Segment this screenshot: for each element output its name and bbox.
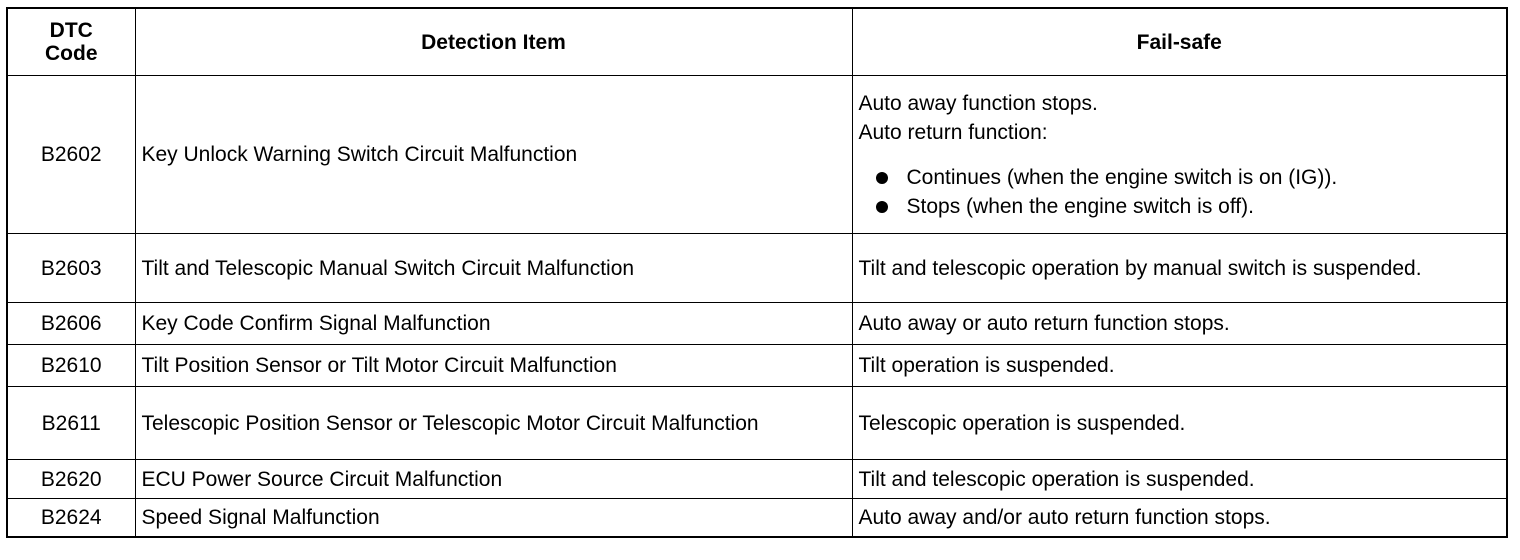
- fail-safe-bullet-item: [859, 192, 1501, 221]
- fail-safe-cell: Auto away and/or auto return function stops.: [852, 499, 1507, 538]
- fail-safe-line: Auto return function:: [858, 120, 1048, 144]
- fail-safe-cell: [852, 76, 1507, 234]
- bullet-text: Stops (when the engine switch is off).: [906, 194, 1254, 218]
- header-fail-safe: Fail-safe: [852, 8, 1507, 76]
- dtc-code-cell: B2620: [7, 460, 135, 499]
- detection-item-cell: ECU Power Source Circuit Malfunction: [135, 460, 852, 499]
- detection-item-cell: Speed Signal Malfunction: [135, 499, 852, 538]
- fail-safe-cell: Telescopic operation is suspended.: [852, 387, 1507, 460]
- bullet-icon: [876, 201, 888, 213]
- table-row: [7, 499, 1507, 538]
- dtc-code-cell: B2611: [7, 387, 135, 460]
- header-detection-item: Detection Item: [135, 8, 852, 76]
- dtc-code-cell: B2624: [7, 499, 135, 538]
- dtc-table: [6, 7, 1508, 538]
- fail-safe-cell: Auto away or auto return function stops.: [852, 303, 1507, 345]
- detection-item-cell: Telescopic Position Sensor or Telescopic Motor Circuit Malfunction: [135, 387, 852, 460]
- fail-safe-cell: Tilt and telescopic operation is suspended.: [852, 460, 1507, 499]
- detection-item-cell: Key Unlock Warning Switch Circuit Malfunction: [135, 76, 852, 234]
- fail-safe-line: Auto away function stops.: [858, 91, 1098, 115]
- table-row: [7, 234, 1507, 303]
- detection-item-cell: Tilt and Telescopic Manual Switch Circuit Malfunction: [135, 234, 852, 303]
- table-header-row: [7, 8, 1507, 76]
- table-row: [7, 460, 1507, 499]
- dtc-code-cell: B2606: [7, 303, 135, 345]
- detection-item-cell: Key Code Confirm Signal Malfunction: [135, 303, 852, 345]
- dtc-code-cell: B2610: [7, 345, 135, 387]
- fail-safe-cell: Tilt and telescopic operation by manual switch is suspended.: [852, 234, 1507, 303]
- table-row: [7, 76, 1507, 234]
- dtc-code-cell: B2603: [7, 234, 135, 303]
- table-row: [7, 387, 1507, 460]
- bullet-icon: [876, 172, 888, 184]
- table-row: [7, 303, 1507, 345]
- header-dtc-code-line2: Code: [45, 42, 98, 65]
- header-dtc-code-line1: DTC: [49, 19, 93, 42]
- dtc-code-cell: B2602: [7, 76, 135, 234]
- table-row: [7, 345, 1507, 387]
- detection-item-cell: Tilt Position Sensor or Tilt Motor Circuit Malfunction: [135, 345, 852, 387]
- fail-safe-bullet-list: [859, 163, 1501, 221]
- fail-safe-bullet-item: [859, 163, 1501, 192]
- fail-safe-cell: Tilt operation is suspended.: [852, 345, 1507, 387]
- header-dtc-code: [7, 8, 135, 76]
- bullet-text: Continues (when the engine switch is on (IG)).: [906, 165, 1338, 189]
